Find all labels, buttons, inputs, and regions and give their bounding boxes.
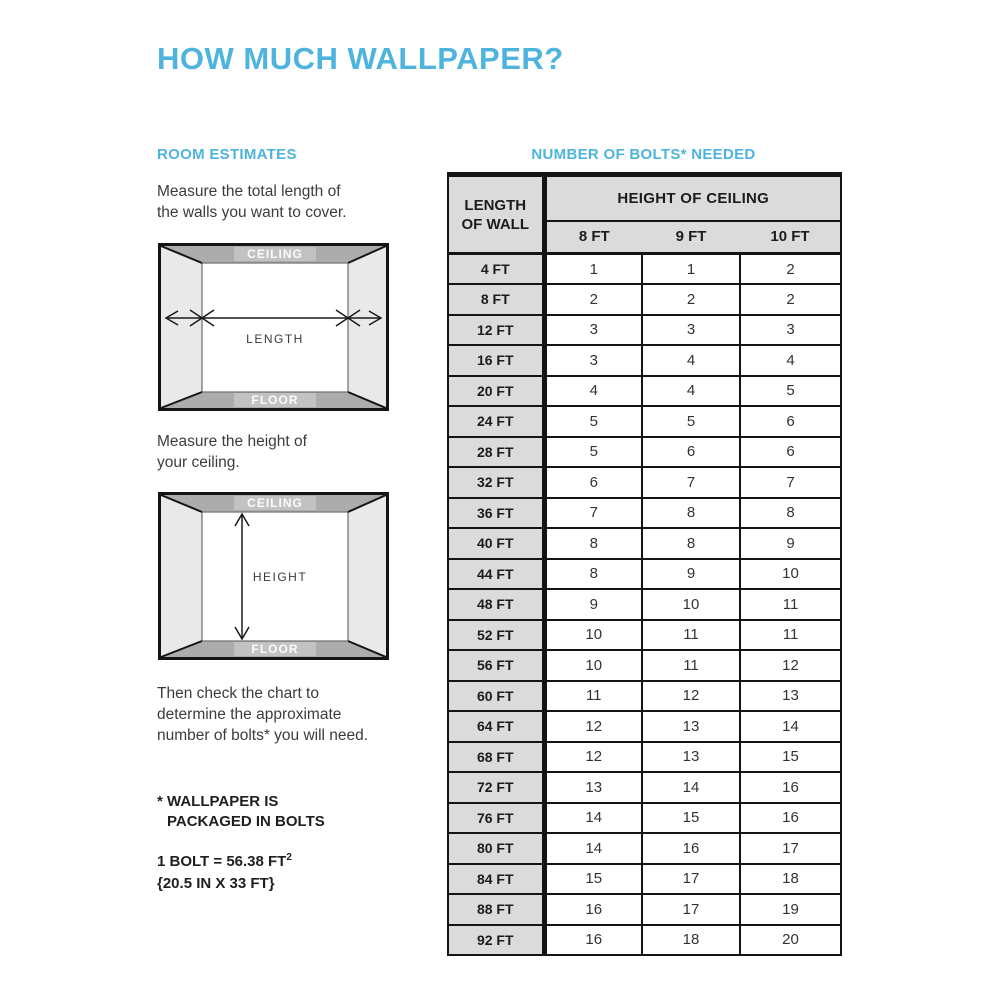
bolt-count-cell: 4 — [642, 376, 740, 407]
bolts-needed-heading: NUMBER OF BOLTS* NEEDED — [531, 146, 756, 163]
instruction-line: determine the approximate — [157, 706, 342, 723]
bolt-count-cell: 3 — [544, 315, 642, 346]
wall-length-cell: 92 FT — [448, 925, 544, 956]
bolt-count-cell: 2 — [544, 284, 642, 315]
wall-length-cell: 68 FT — [448, 742, 544, 773]
wall-length-cell: 88 FT — [448, 894, 544, 925]
bolt-count-cell: 3 — [544, 345, 642, 376]
wall-length-cell: 16 FT — [448, 345, 544, 376]
bolt-count-cell: 14 — [642, 772, 740, 803]
bolt-count-cell: 11 — [544, 681, 642, 712]
table-row — [448, 742, 841, 773]
bolt-count-cell: 17 — [642, 894, 740, 925]
right-wall-plane — [348, 495, 386, 657]
left-wall-plane — [161, 495, 202, 657]
bolt-count-cell: 16 — [740, 803, 841, 834]
wall-length-cell: 40 FT — [448, 528, 544, 559]
wall-length-cell: 32 FT — [448, 467, 544, 498]
bolt-count-cell: 8 — [740, 498, 841, 529]
bolt-count-cell: 20 — [740, 925, 841, 956]
wall-length-cell: 24 FT — [448, 406, 544, 437]
table-row — [448, 559, 841, 590]
bolt-equation: 1 BOLT = 56.38 $FT^2$ — [157, 852, 292, 870]
table-row — [448, 498, 841, 529]
bolt-count-cell: 12 — [642, 681, 740, 712]
footnote-line: PACKAGED IN BOLTS — [167, 813, 325, 830]
room-height-diagram — [158, 492, 389, 660]
instruction-line: Measure the height of — [157, 433, 307, 450]
wall-length-cell: 60 FT — [448, 681, 544, 712]
ceiling-9ft-header: 9 FT — [642, 221, 740, 254]
bolt-count-cell: 15 — [544, 864, 642, 895]
room-estimates-heading: ROOM ESTIMATES — [157, 146, 297, 163]
table-row — [448, 284, 841, 315]
floor-label: FLOOR — [251, 642, 299, 656]
bolt-count-cell: 2 — [740, 254, 841, 285]
bolt-dimensions: {20.5 IN X 33 FT} — [157, 875, 275, 892]
table-header-row — [448, 175, 841, 221]
instruction-line: your ceiling. — [157, 454, 240, 471]
table-row — [448, 254, 841, 285]
bolt-count-cell: 13 — [642, 711, 740, 742]
bolt-count-cell: 4 — [544, 376, 642, 407]
wall-length-cell: 48 FT — [448, 589, 544, 620]
bolt-count-cell: 9 — [740, 528, 841, 559]
bolt-count-cell: 10 — [544, 650, 642, 681]
footnote-line: * WALLPAPER IS — [157, 793, 279, 810]
table-row — [448, 650, 841, 681]
ceiling-label: CEILING — [247, 496, 303, 510]
bolt-count-cell: 9 — [544, 589, 642, 620]
bolt-count-cell: 14 — [740, 711, 841, 742]
bolt-count-cell: 5 — [740, 376, 841, 407]
bolt-count-cell: 13 — [544, 772, 642, 803]
bolt-count-cell: 11 — [642, 620, 740, 651]
length-label: LENGTH — [246, 332, 304, 346]
wall-length-cell: 20 FT — [448, 376, 544, 407]
bolt-count-cell: 10 — [740, 559, 841, 590]
bolt-count-cell: 15 — [642, 803, 740, 834]
squared-superscript: 2 — [286, 852, 292, 863]
bolt-count-cell: 14 — [544, 833, 642, 864]
table-row — [448, 681, 841, 712]
instruction-line: Measure the total length of — [157, 183, 341, 200]
instruction-line: number of bolts* you will need. — [157, 727, 369, 744]
bolt-count-cell: 7 — [740, 467, 841, 498]
table-row — [448, 833, 841, 864]
ceiling-10ft-header: 10 FT — [740, 221, 841, 254]
ceiling-8ft-header: 8 FT — [544, 221, 642, 254]
table-row — [448, 772, 841, 803]
bolt-count-cell: 8 — [642, 498, 740, 529]
bolt-count-cell: 8 — [544, 528, 642, 559]
table-row — [448, 467, 841, 498]
bolt-count-cell: 4 — [642, 345, 740, 376]
bolt-count-cell: 11 — [642, 650, 740, 681]
bolt-count-cell: 7 — [544, 498, 642, 529]
bolt-count-cell: 6 — [642, 437, 740, 468]
bolt-count-cell: 7 — [642, 467, 740, 498]
wall-length-cell: 8 FT — [448, 284, 544, 315]
wall-length-cell: 28 FT — [448, 437, 544, 468]
measure-length-instruction — [157, 181, 347, 223]
wallpaper-bolts-footnote — [157, 792, 325, 832]
right-wall-plane — [348, 246, 386, 408]
bolt-size-note — [157, 847, 292, 895]
bolt-count-cell: 16 — [740, 772, 841, 803]
bolt-count-cell: 3 — [642, 315, 740, 346]
bolt-count-cell: 12 — [544, 742, 642, 773]
instruction-line: Then check the chart to — [157, 685, 319, 702]
table-row — [448, 864, 841, 895]
bolt-count-cell: 10 — [642, 589, 740, 620]
bolts-needed-table — [447, 172, 842, 956]
measure-height-instruction — [157, 431, 307, 473]
bolt-count-cell: 13 — [642, 742, 740, 773]
table-row — [448, 711, 841, 742]
height-of-ceiling-header: HEIGHT OF CEILING — [544, 175, 841, 221]
room-length-diagram — [158, 243, 389, 411]
table-row — [448, 315, 841, 346]
wall-length-cell: 44 FT — [448, 559, 544, 590]
bolt-count-cell: 17 — [740, 833, 841, 864]
table-row — [448, 376, 841, 407]
bolt-count-cell: 18 — [642, 925, 740, 956]
bolt-count-cell: 5 — [544, 437, 642, 468]
bolt-count-cell: 5 — [642, 406, 740, 437]
bolt-count-cell: 2 — [642, 284, 740, 315]
bolt-count-cell: 15 — [740, 742, 841, 773]
wall-length-cell: 36 FT — [448, 498, 544, 529]
bolt-count-cell: 1 — [642, 254, 740, 285]
bolt-count-cell: 19 — [740, 894, 841, 925]
wall-length-cell: 4 FT — [448, 254, 544, 285]
table-row — [448, 894, 841, 925]
wall-length-cell: 80 FT — [448, 833, 544, 864]
table-row — [448, 925, 841, 956]
bolt-count-cell: 12 — [740, 650, 841, 681]
wall-length-cell: 56 FT — [448, 650, 544, 681]
bolt-count-cell: 5 — [544, 406, 642, 437]
left-wall-plane — [161, 246, 202, 408]
bolt-count-cell: 8 — [642, 528, 740, 559]
bolt-count-cell: 11 — [740, 620, 841, 651]
table-row — [448, 803, 841, 834]
table-row — [448, 620, 841, 651]
bolt-count-cell: 13 — [740, 681, 841, 712]
bolt-count-cell: 6 — [544, 467, 642, 498]
wall-length-cell: 52 FT — [448, 620, 544, 651]
bolt-count-cell: 6 — [740, 437, 841, 468]
page-title: HOW MUCH WALLPAPER? — [157, 41, 564, 76]
wall-length-cell: 84 FT — [448, 864, 544, 895]
wall-length-cell: 12 FT — [448, 315, 544, 346]
bolts-table-body — [448, 254, 841, 956]
table-row — [448, 437, 841, 468]
back-wall — [202, 263, 348, 392]
bolt-count-cell: 1 — [544, 254, 642, 285]
bolt-count-cell: 10 — [544, 620, 642, 651]
wall-length-cell: 64 FT — [448, 711, 544, 742]
bolt-count-cell: 16 — [544, 894, 642, 925]
bolt-count-cell: 16 — [544, 925, 642, 956]
ceiling-label: CEILING — [247, 247, 303, 261]
bolt-count-cell: 8 — [544, 559, 642, 590]
table-row — [448, 589, 841, 620]
bolt-count-cell: 2 — [740, 284, 841, 315]
wall-length-cell: 72 FT — [448, 772, 544, 803]
bolt-count-cell: 4 — [740, 345, 841, 376]
bolt-count-cell: 6 — [740, 406, 841, 437]
bolt-count-cell: 17 — [642, 864, 740, 895]
bolt-count-cell: 18 — [740, 864, 841, 895]
table-row — [448, 345, 841, 376]
bolt-count-cell: 3 — [740, 315, 841, 346]
table-row — [448, 406, 841, 437]
floor-label: FLOOR — [251, 393, 299, 407]
bolt-count-cell: 12 — [544, 711, 642, 742]
bolt-count-cell: 9 — [642, 559, 740, 590]
bolt-count-cell: 14 — [544, 803, 642, 834]
height-label: HEIGHT — [252, 570, 308, 584]
bolt-count-cell: 11 — [740, 589, 841, 620]
wall-length-cell: 76 FT — [448, 803, 544, 834]
check-chart-instruction — [157, 683, 368, 746]
instruction-line: the walls you want to cover. — [157, 204, 347, 221]
table-row — [448, 528, 841, 559]
length-of-wall-header: LENGTH OF WALL — [448, 175, 544, 254]
bolt-count-cell: 16 — [642, 833, 740, 864]
